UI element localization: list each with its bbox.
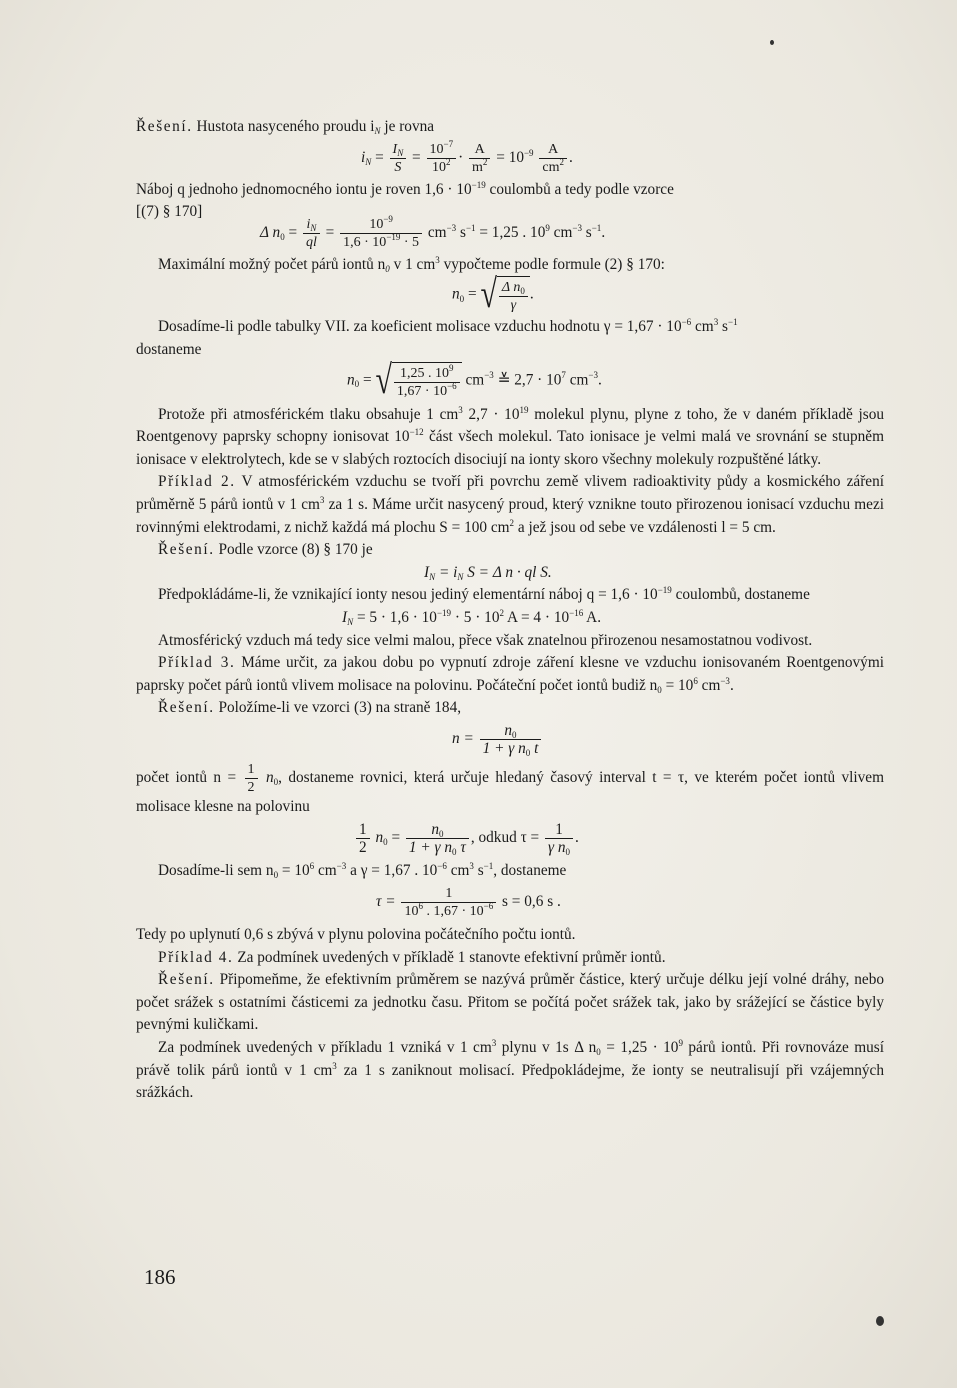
- equation-current-density: $i_N$ = $\frac{I_N}{S}$ = $\frac{10^{-7}}{10^2}$ · $\frac{A}{m^2}$ = $10^{-9}$ $\frac{A}{cm^2}$ .: [361, 138, 573, 175]
- equation-n0-value: $n_0$ = √ $\frac{1,25 . 10^9}{1,67 \cdot 10^{-6}}$ $cm^{-3}$ ≚ $2,7 \cdot 10^7$ $cm^{-3}$.: [347, 357, 602, 403]
- equation-recombination: n = $\frac{n_0}{1 + \gamma n_0 t}$: [136, 722, 884, 757]
- equilibrium-paragraph: Za podmínek uvedených v příkladu 1 vzniká v 1 $cm^3$ plynu v 1s Δ $n_0 = 1,25 \cdot 10^9$ párů iontů. Při rovnováze musí právě tolik párů iontů v 1 $cm^3$ za 1 s zaniknout molisací. Předpokládejme, že ionty se neutralisují při vzájemných srážkách.: [136, 1038, 884, 1102]
- assumption-paragraph: Předpokládáme-li, že vznikající ionty nesou jediný elementární náboj $q = 1,6 \cdot 10^{-19}$ coulombů, dostaneme: [158, 585, 810, 604]
- page-content: [136, 116, 884, 1105]
- ink-blot-icon: [876, 1316, 884, 1326]
- ink-speck-icon: [770, 40, 774, 45]
- equation-delta-n0: Δ $n_0$ = $\frac{i_N}{ql}$ = $\frac{10^{-9}}{1,6 \cdot 10^{-19} \cdot 5}$ $cm^{-3}$ $s^{-1} = 1,25$ . $10^9$ $cm^{-3}$ $s^{-1}$.: [260, 213, 606, 250]
- conductivity-paragraph: Atmosférický vzduch má tedy sice velmi malou, přece však znatelnou přirozenou nesamostatnou vodivost.: [158, 631, 813, 649]
- page-number: 186: [144, 1265, 176, 1289]
- solution-paragraph-1: Řešení. Hustota nasyceného proudu $i_N$ je rovna: [136, 118, 435, 136]
- half-remaining-paragraph: Tedy po uplynutí 0,6 s zbývá v plynu polovina počátečního počtu iontů.: [136, 926, 576, 944]
- solution-4-paragraph: Řešení. Připomeňme, že efektivním průměrem se nazývá průměr částice, který určuje délku její volné dráhy, nebo počet srážek s ostatními částicemi za jednotku času. Přitom se počítá počet srážek tak, jako by srážející se částice byly pevnými kuličkami.: [136, 971, 884, 1034]
- equation-tau-value: τ = $\frac{1}{10^6 . 1,67 \cdot 10^{-6}}$ s = 0,6 s .: [376, 886, 561, 920]
- substitution-2-paragraph: Dosadíme-li sem $n_0 = 10^6$ $cm^{-3}$ a γ = 1,67 . $10^{-6}$ $cm^3$ $s^{-1}$, dostaneme: [158, 861, 567, 881]
- solution-2-paragraph: Řešení. Podle vzorce (8) § 170 je: [158, 541, 373, 559]
- example-3-paragraph: Příklad 3. Máme určit, za jakou dobu po vypnutí zdroje záření klesne ve vzduchu ionisovaném Roentgenovými paprsky počet párů iontů vlivem molisace na polovinu. Počáteční počet iontů budiž $n_0 = 10^6$ $cm^{-3}$.: [136, 654, 884, 695]
- substitution-paragraph: Dosadíme-li podle tabulky VII. za koeficient molisace vzduchu hodnotu $\gamma = 1,67 \cdot 10^{-6}$ $cm^3$ $s^{-1}$ dostaneme: [136, 317, 738, 358]
- equation-current-value: $I_N = 5 \cdot 1,6 \cdot 10^{-19} \cdot 5 \cdot 10^2$ $A = 4 \cdot 10^{-16}$ A.: [342, 607, 602, 627]
- example-4-paragraph: Příklad 4. Za podmínek uvedených v příkladě 1 stanovte efektivní průměr iontů.: [158, 948, 666, 966]
- solution-3-paragraph: Řešení. Položíme-li ve vzorci (3) na straně 184,: [158, 699, 462, 717]
- ionisation-comparison-paragraph: Protože při atmosférickém tlaku obsahuje 1 $cm^3$ $2,7 \cdot 10^{19}$ molekul plynu, plyne z toho, že v daném příkladě jsou Roentgenovy paprsky schopny ionisovat $10^{-12}$ část všech molekul. Tato ionisace je velmi malá ve srovnání se stupněm ionisace v elektrolytech, kde se v slabých roztocích disociují na ionty skoro všechny molekuly rozpuštěné látky.: [136, 404, 884, 468]
- half-count-paragraph: počet iontů n = $\frac{1}{2}$ $n_0$, dostaneme rovnici, která určuje hledaný časový interval t = τ, ve kterém počet iontů vlivem molisace klesne na polovinu: [136, 761, 884, 815]
- max-pairs-paragraph: Maximální možný počet párů iontů $n_0$ v 1 $cm^3$ vypočteme podle formule (2) § 170:: [158, 254, 665, 274]
- equation-saturated-current: $I_N = i_N$ S = Δ n · ql S.: [424, 563, 552, 582]
- example-2-paragraph: Příklad 2. V atmosférickém vzduchu se tvoří při povrchu země vlivem radioaktivity půdy a kosmického záření průměrně 5 párů iontů v 1 $cm^3$ za 1 s. Máme určit nasycený proud, který vznikne touto přirozenou ionisací vzduchu mezi rovinnými elektrodami, z nichž každá má plochu S = 100 $cm^2$ a jež jsou od sebe ve vzdálenosti l = 5 cm.: [136, 473, 884, 536]
- charge-paragraph: Náboj q jednoho jednomocného iontu je roven $1,6 \cdot 10^{-19}$ coulombů a tedy podle vzorce [(7) § 170]: [136, 179, 674, 221]
- equation-n0-sqrt: $n_0$ = √ $\frac{\Delta n_0}{\gamma}$ .: [452, 272, 534, 317]
- equation-half-time: $\frac{1}{2}$ $n_0$ = $\frac{n_0}{1 + \gamma n_0 \tau}$ , odkud τ = $\frac{1}{\gamma n_0}$ .: [136, 821, 884, 856]
